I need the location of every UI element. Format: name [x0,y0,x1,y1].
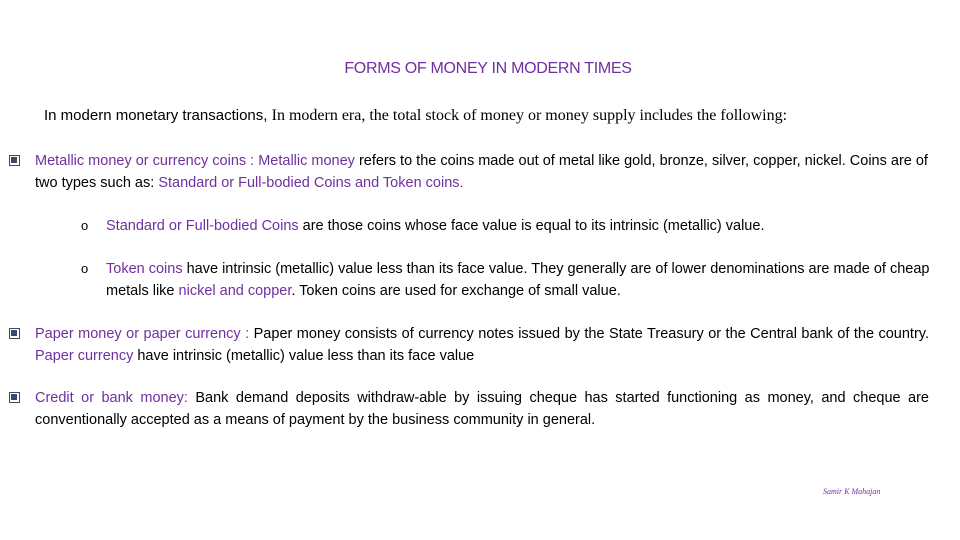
sub-item-standard-coins [81,215,936,237]
sub-item-text-2: . Token coins are used for exchange of small value. [291,283,621,299]
intro-part2: In modern era, the total stock of money or money supply includes the following: [271,107,788,124]
circle-bullet-icon: o [81,261,89,276]
intro-text [44,107,944,125]
list-item-metallic-money [35,150,930,194]
circle-bullet-icon: o [81,218,89,233]
item-keyword: Paper currency [35,348,134,364]
sub-item-keyword: Token coins [106,261,183,277]
sub-item-text: are those coins whose face value is equal to its intrinsic (metallic) value. [298,218,765,234]
intro-part1: In modern monetary transactions, [44,107,272,124]
author-signature: Samir K Mahajan [823,487,881,496]
sub-item-text: have intrinsic (metallic) value less than its face value. They generally are of lower denominations are made of cheap metals like [106,261,930,299]
item-text: refers to the coins made out of metal like gold, bronze, silver, copper, nickel. Coins are of two types such as: [35,153,928,191]
page-title: FORMS OF MONEY IN MODERN TIMES [344,60,632,77]
sub-item-token-coins [81,258,932,302]
item-lead: Metallic money or currency coins : [35,153,259,169]
checkbox-bullet-icon [9,155,20,166]
list-item-credit-money [35,387,929,431]
checkbox-bullet-icon [9,328,20,339]
item-text: Bank demand deposits withdraw-able by issuing cheque has started functioning as money, and cheque are conventionally accepted as a means of payment by the business community in general. [35,390,929,428]
item-lead: Paper money or paper currency : [35,326,254,342]
list-item-paper-money [35,323,929,367]
sub-item-keyword: Standard or Full-bodied Coins [106,218,299,234]
item-keyword-2: Standard or Full-bodied Coins and Token coins. [158,175,464,191]
item-keyword: Metallic money [258,153,355,169]
item-text-2: have intrinsic (metallic) value less than its face value [133,348,475,364]
checkbox-bullet-icon [9,392,20,403]
item-text: Paper money consists of currency notes issued by the State Treasury or the Central bank of the country. [253,326,929,342]
item-lead: Credit or bank money: [35,390,196,406]
sub-item-keyword-2: nickel and copper [178,283,292,299]
